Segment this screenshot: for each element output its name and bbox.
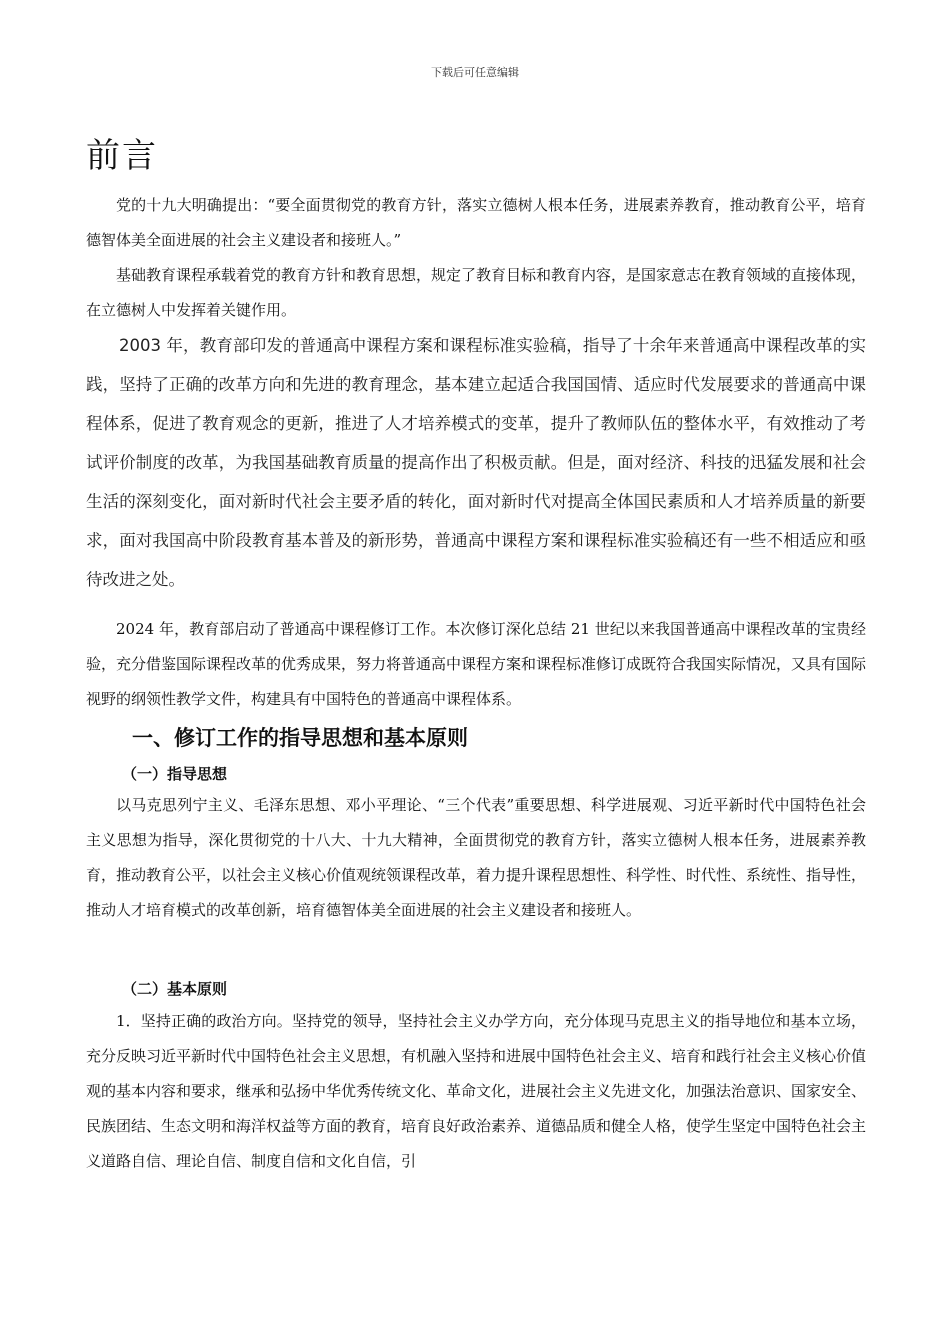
subsection-heading-basic-principles: （二）基本原则 — [122, 980, 228, 998]
subsection-heading-guiding-ideology: （一）指导思想 — [122, 765, 228, 783]
paragraph-3-scanned: 2003 年，教育部印发的普通高中课程方案和课程标准实验稿，指导了十余年来普通高中课程改革的实践，坚持了正确的改革方向和先进的教育理念，基本建立起适合我国国情、适应时代发展要求的普通高中课程体系，促进了教育观念的更新，推进了人才培养模式的变革，提升了教师队伍的整体水平，有效推动了考试评价制度的改革，为我国基础教育质量的提高作出了积极贡献。但是，面对经济、科技的迅猛发展和社会生活的深刻变化，面对新时代社会主要矛盾的转化，面对新时代对提高全体国民素质和人才培养质量的新要求，面对我国高中阶段教育基本普及的新形势，普通高中课程方案和课程标准实验稿还有一些不相适应和亟待改进之处。 — [86, 336, 866, 589]
guiding-ideology-text: 以马克思列宁主义、毛泽东思想、邓小平理论、“三个代表”重要思想、科学进展观、习近平新时代中国特色社会主义思想为指导，深化贯彻党的十八大、十九大精神，全面贯彻党的教育方针，落实立德树人根本任务，进展素养教育，推动教育公平，以社会主义核心价值观统领课程改革，着力提升课程思想性、科学性、时代性、系统性、指导性，推动人才培育模式的改革创新，培育德智体美全面进展的社会主义建设者和接班人。 — [86, 796, 867, 919]
header-note: 下载后可任意编辑 — [431, 66, 519, 79]
page-title: 前言 — [86, 136, 158, 176]
section-heading: 一、修订工作的指导思想和基本原则 — [132, 726, 468, 750]
paragraph-1: 党的十九大明确提出：“要全面贯彻党的教育方针，落实立德树人根本任务，进展素养教育，推动教育公平，培育德智体美全面进展的社会主义建设者和接班人。” — [86, 196, 866, 249]
basic-principles-text: 1．坚持正确的政治方向。坚持党的领导，坚持社会主义办学方向，充分体现马克思主义的指导地位和基本立场，充分反映习近平新时代中国特色社会主义思想，有机融入坚持和进展中国特色社会主义、培育和践行社会主义核心价值观的基本内容和要求，继承和弘扬中华优秀传统文化、革命文化，进展社会主义先进文化，加强法治意识、国家安全、民族团结、生态文明和海洋权益等方面的教育，培育良好政治素养、道德品质和健全人格，使学生坚定中国特色社会主义道路自信、理论自信、制度自信和文化自信，引 — [86, 1012, 867, 1170]
paragraph-4: 2024 年，教育部启动了普通高中课程修订工作。本次修订深化总结 21 世纪以来我国普通高中课程改革的宝贵经验，充分借鉴国际课程改革的优秀成果，努力将普通高中课程方案和课程标准修订成既符合我国实际情况，又具有国际视野的纲领性教学文件，构建具有中国特色的普通高中课程体系。 — [86, 620, 867, 708]
paragraph-2: 基础教育课程承载着党的教育方针和教育思想，规定了教育目标和教育内容，是国家意志在教育领域的直接体现，在立德树人中发挥着关键作用。 — [86, 266, 867, 319]
